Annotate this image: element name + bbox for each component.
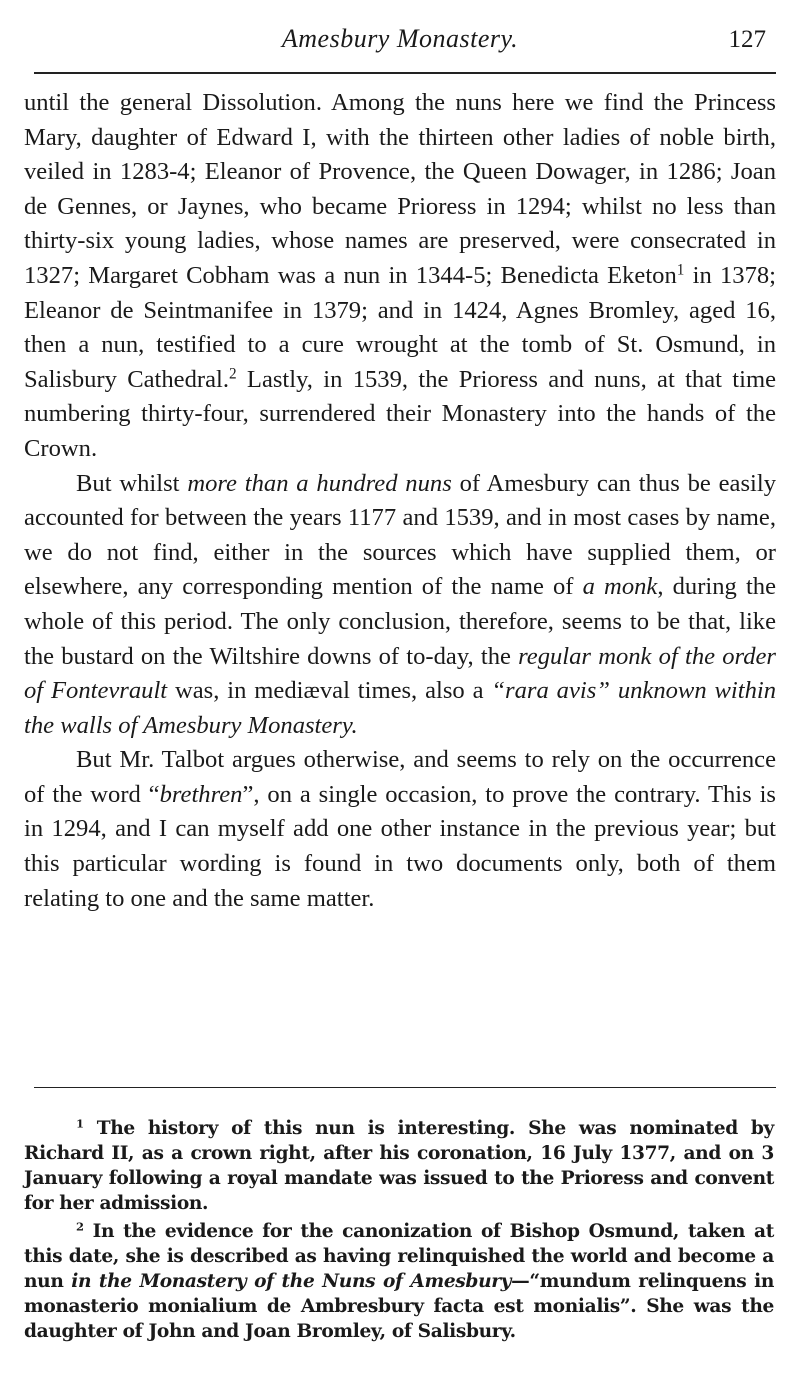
paragraph-2-text-d: was, in mediæval times, also a xyxy=(167,677,492,705)
footnote-1 xyxy=(24,1116,774,1216)
running-title: Amesbury Monastery. xyxy=(281,24,519,53)
book-page xyxy=(24,0,776,1379)
main-text xyxy=(24,86,776,916)
footnote-1-text: The history of this nun is interesting. She was nominated by Richard II, as a crown right, after his coronation, 16 July 1377, and on 3 January following a royal mandate was issued to the Prioress and convent for her admission. xyxy=(24,1118,774,1214)
paragraph-2-text-c: , during the whole of this period. The only conclusion, therefore, seems to be that, like the bustard on the Wiltshire downs of to-day, the xyxy=(24,573,777,670)
page-header xyxy=(24,24,776,60)
header-rule xyxy=(34,72,776,74)
paragraph-1-text-a: until the general Dissolution. Among the nuns here we find the Princess Mary, daughter of Edward I, with the thirteen other ladies of noble birth, veiled in 1283-4; Eleanor of Provence, the Queen Dowager, in 1286; Joan de Gennes, or Jaynes, who became Prioress in 1294; whilst no less than thirty-six young ladies, whose names are preserved, were consecrated in 1327; Margaret Cobham was a nun in 1344-5; Benedicta Eketon xyxy=(24,89,776,289)
paragraph-2-text-b: of Amesbury can thus be easily accounted for between the years 1177 and 1539, and in most cases by name, we do not find, either in the sources which have supplied them, or elsewhere, any corresponding mention of the name of xyxy=(24,469,777,601)
paragraph-2 xyxy=(24,467,776,744)
paragraph-3-italic-1: brethren xyxy=(159,780,243,808)
paragraph-3-text-a: But Mr. Talbot argues otherwise, and seems to rely on the occurrence of the word “ xyxy=(24,746,776,808)
page-number: 127 xyxy=(728,26,766,53)
paragraph-1-text-b: in 1378; Eleanor de Seintmanifee in 1379; and in 1424, Agnes Bromley, aged 16, then a nun, testified to a cure wrought at the tomb of St. Osmund, in Salisbury Cathedral. xyxy=(24,261,776,393)
paragraph-1-text-c: Lastly, in 1539, the Prioress and nuns, at that time numbering thirty-four, surrendered their Monastery into the hands of the Crown. xyxy=(24,365,776,462)
paragraph-2-italic-1: more than a hundred nuns xyxy=(187,469,452,497)
paragraph-2-italic-3: regular monk of the order of Fontevrault xyxy=(24,642,776,705)
footnote-ref-1: 1 xyxy=(676,261,685,279)
footnote-2 xyxy=(24,1219,774,1344)
footnotes xyxy=(24,1116,774,1347)
footnote-2-text-b: —“mundum relinquens in monasterio monialium de Ambresbury facta est monialis”. She was the daughter of John and Joan Bromley, of Salisbury. xyxy=(24,1271,774,1342)
paragraph-3 xyxy=(24,743,776,916)
footnote-2-number: 2 xyxy=(76,1219,84,1234)
footnote-2-italic: in the Monastery of the Nuns of Amesbury xyxy=(71,1271,512,1292)
paragraph-2-italic-2: a monk xyxy=(582,573,658,601)
paragraph-1 xyxy=(24,86,776,467)
paragraph-2-italic-4: “rara avis” unknown within the walls of Amesbury Monastery. xyxy=(24,677,776,739)
footnote-1-number: 1 xyxy=(76,1116,84,1131)
footnote-ref-2: 2 xyxy=(228,365,237,383)
footnote-rule xyxy=(34,1087,776,1088)
footnote-2-text-a: In the evidence for the canonization of Bishop Osmund, taken at this date, she is described as having relinquished the world and become a nun xyxy=(24,1221,774,1292)
paragraph-2-text-a: But whilst xyxy=(76,469,188,497)
paragraph-3-text-b: ”, on a single occasion, to prove the contrary. This is in 1294, and I can myself add one other instance in the previous year; but this particular wording is found in two documents only, both of them relating to one and the same matter. xyxy=(24,780,776,912)
